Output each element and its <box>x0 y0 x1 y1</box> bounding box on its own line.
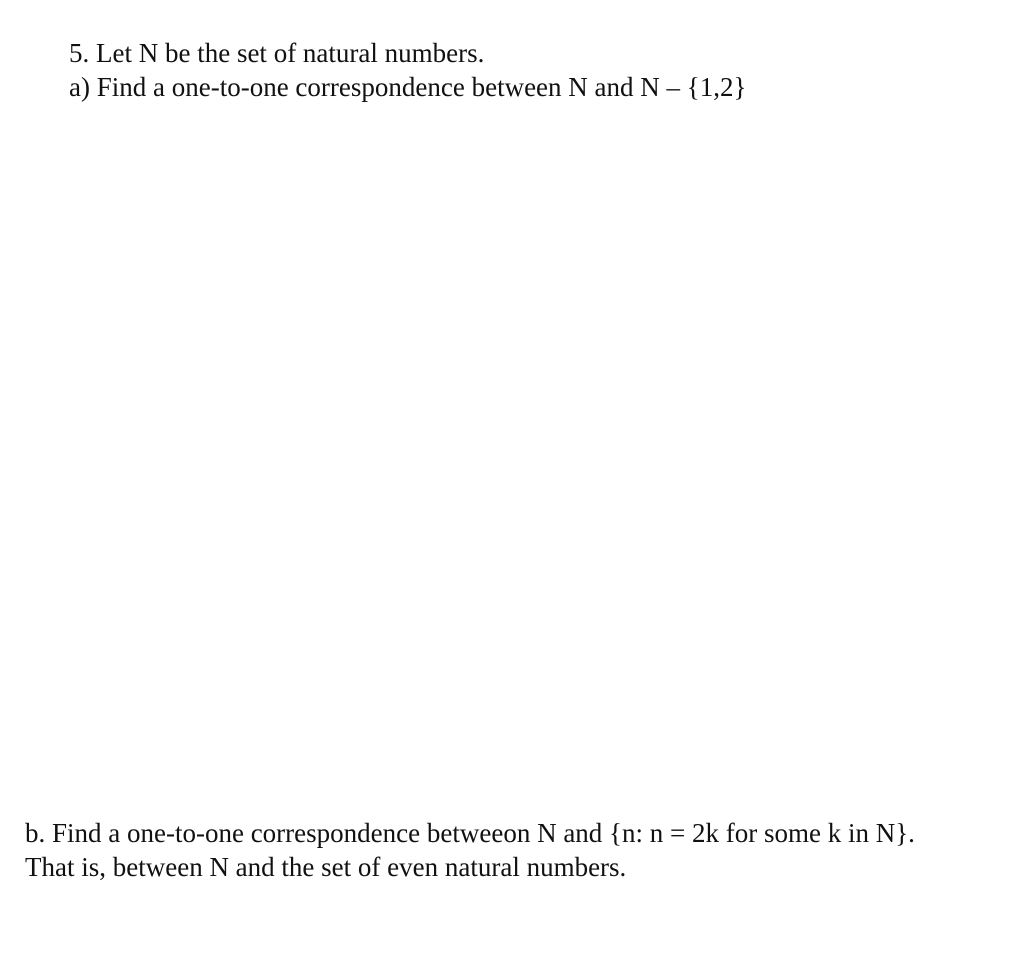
question-intro: 5. Let N be the set of natural numbers. <box>69 38 485 68</box>
question-part-a: a) Find a one-to-one correspondence between N and N – {1,2} <box>69 72 747 102</box>
question-part-b-line-2: That is, between N and the set of even natural numbers. <box>25 852 627 882</box>
question-part-b-line-1: b. Find a one-to-one correspondence betweeon N and {n: n = 2k for some k in N}. <box>25 818 915 848</box>
